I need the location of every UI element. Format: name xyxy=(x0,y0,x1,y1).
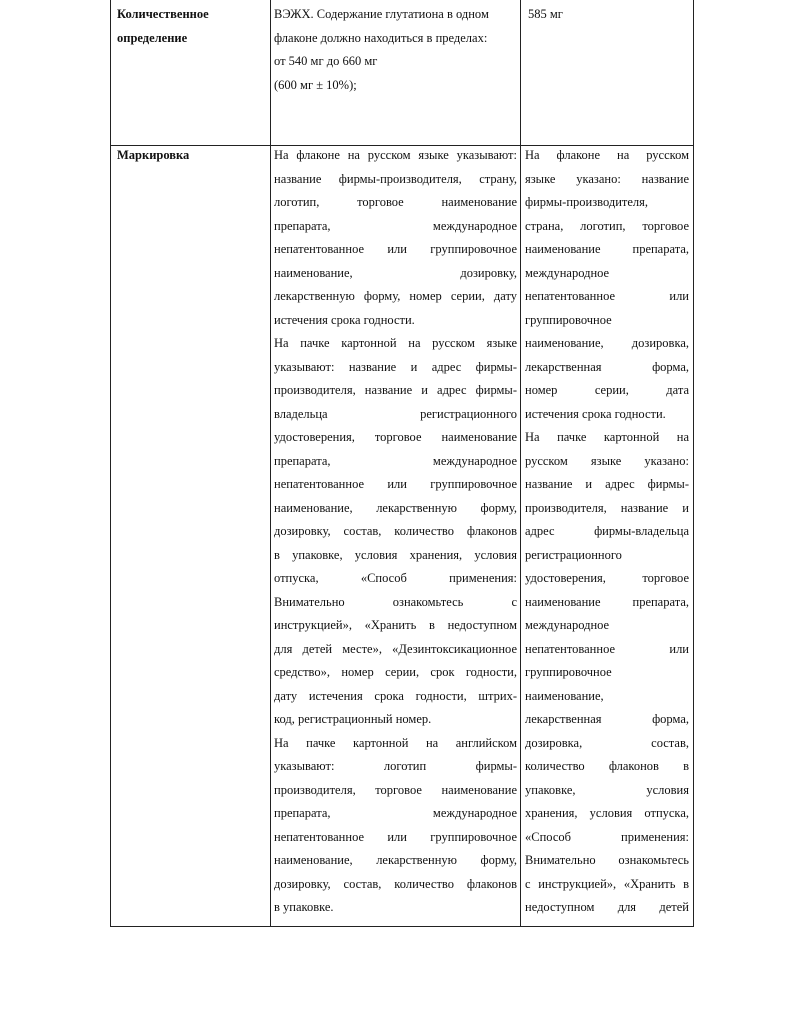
result-line: На флаконе на русском xyxy=(525,148,689,162)
result-line: непатентованное или xyxy=(525,641,689,656)
requirement-line: непатентованное или группировочное xyxy=(274,242,517,256)
result-line: международное xyxy=(525,618,610,632)
result-line: недоступном для детей xyxy=(525,900,689,914)
result-line: упаковке, условия xyxy=(525,782,689,797)
result-line: наименование, xyxy=(525,688,604,703)
row-label-text: Количественное определение xyxy=(117,7,209,45)
requirement-line: средство», номер серии, срок годности, xyxy=(274,665,517,679)
requirement-line: для детей месте», «Дезинтоксикационное xyxy=(274,641,517,656)
result-cell-labeling xyxy=(525,144,689,920)
result-line: На пачке картонной на xyxy=(525,430,689,444)
requirement-line: непатентованное или группировочное xyxy=(274,829,517,844)
requirement-line: На пачке картонной на русском языке xyxy=(274,336,517,350)
result-line: истечения срока годности. xyxy=(525,406,666,421)
requirement-line: дозировку, состав, количество флаконов xyxy=(274,524,517,538)
requirement-line: производителя, торговое наименование xyxy=(274,782,517,797)
requirement-line: логотип, торговое наименование xyxy=(274,195,517,209)
result-line: страна, логотип, торговое xyxy=(525,218,689,233)
table-border-right xyxy=(693,0,694,927)
requirement-line: дату истечения срока годности, штрих- xyxy=(274,688,517,703)
result-line: «Способ применения: xyxy=(525,829,689,844)
requirement-line: ВЭЖХ. Содержание глутатиона в одном xyxy=(274,7,489,21)
requirement-line: На флаконе на русском языке указывают: xyxy=(274,148,517,162)
result-line: языке указано: название xyxy=(525,171,689,186)
result-line: наименование, дозировка, xyxy=(525,336,689,350)
row-label-labeling xyxy=(117,144,265,168)
requirement-line: истечения срока годности. xyxy=(274,312,415,327)
requirement-line: указывают: название и адрес фирмы- xyxy=(274,359,517,374)
requirement-line: производителя, название и адрес фирмы- xyxy=(274,383,517,397)
requirement-line: отпуска, «Способ применения: xyxy=(274,571,517,585)
row-label-quantitative xyxy=(117,3,265,50)
result-line: группировочное xyxy=(525,312,612,327)
requirement-line: наименование, лекарственную форму, xyxy=(274,853,517,867)
table-border-left xyxy=(110,0,111,927)
requirement-line: непатентованное или группировочное xyxy=(274,477,517,491)
result-line: с инструкцией», «Хранить в xyxy=(525,876,689,891)
table-border-bottom xyxy=(110,926,694,927)
result-line: группировочное xyxy=(525,665,612,679)
result-line: адрес фирмы-владельца xyxy=(525,524,689,538)
requirement-line: указывают: логотип фирмы- xyxy=(274,759,517,773)
requirement-line: препарата, международное xyxy=(274,218,517,233)
requirement-line: от 540 мг до 660 мг xyxy=(274,54,378,68)
result-line: номер серии, дата xyxy=(525,383,689,397)
result-line: наименование препарата, xyxy=(525,594,689,609)
result-line: Внимательно ознакомьтесь xyxy=(525,853,689,867)
result-line: 585 мг xyxy=(528,7,563,21)
requirement-line: наименование, лекарственную форму, xyxy=(274,500,517,515)
column-divider-2 xyxy=(520,0,521,927)
result-line: лекарственная форма, xyxy=(525,712,689,726)
requirement-line: в упаковке. xyxy=(274,900,334,914)
requirement-line: наименование, дозировку, xyxy=(274,265,517,280)
result-line: название и адрес фирмы- xyxy=(525,477,689,491)
column-divider-1 xyxy=(270,0,271,927)
result-line: количество флаконов в xyxy=(525,759,689,773)
row-label-text: Маркировка xyxy=(117,148,190,162)
result-line: удостоверения, торговое xyxy=(525,571,689,585)
result-line: хранения, условия отпуска, xyxy=(525,806,689,820)
requirement-line: название фирмы-производителя, страну, xyxy=(274,171,517,186)
result-line: наименование препарата, xyxy=(525,242,689,256)
result-cell-quantitative xyxy=(528,3,688,27)
requirement-line: дозировку, состав, количество флаконов xyxy=(274,876,517,891)
result-line: фирмы-производителя, xyxy=(525,195,649,209)
requirement-cell-labeling xyxy=(274,144,517,920)
requirement-line: удостоверения, торговое наименование xyxy=(274,430,517,444)
result-line: дозировка, состав, xyxy=(525,735,689,750)
result-line: непатентованное или xyxy=(525,289,689,303)
requirement-line: препарата, международное xyxy=(274,806,517,820)
requirement-cell-quantitative xyxy=(274,3,517,97)
requirement-line: код, регистрационный номер. xyxy=(274,712,432,726)
requirement-line: На пачке картонной на английском xyxy=(274,735,517,750)
result-line: производителя, название и xyxy=(525,500,689,515)
requirement-line: (600 мг ± 10%); xyxy=(274,77,357,92)
result-line: регистрационного xyxy=(525,547,622,562)
requirement-line: владельца регистрационного xyxy=(274,406,517,421)
requirement-line: в упаковке, условия хранения, условия xyxy=(274,547,517,562)
result-line: русском языке указано: xyxy=(525,453,689,468)
requirement-line: Внимательно ознакомьтесь с xyxy=(274,594,517,609)
result-line: международное xyxy=(525,265,610,280)
requirement-line: инструкцией», «Хранить в недоступном xyxy=(274,618,517,632)
requirement-line: лекарственную форму, номер серии, дату xyxy=(274,289,517,303)
result-line: лекарственная форма, xyxy=(525,359,689,374)
requirement-line: флаконе должно находиться в пределах: xyxy=(274,30,488,45)
requirement-line: препарата, международное xyxy=(274,453,517,468)
